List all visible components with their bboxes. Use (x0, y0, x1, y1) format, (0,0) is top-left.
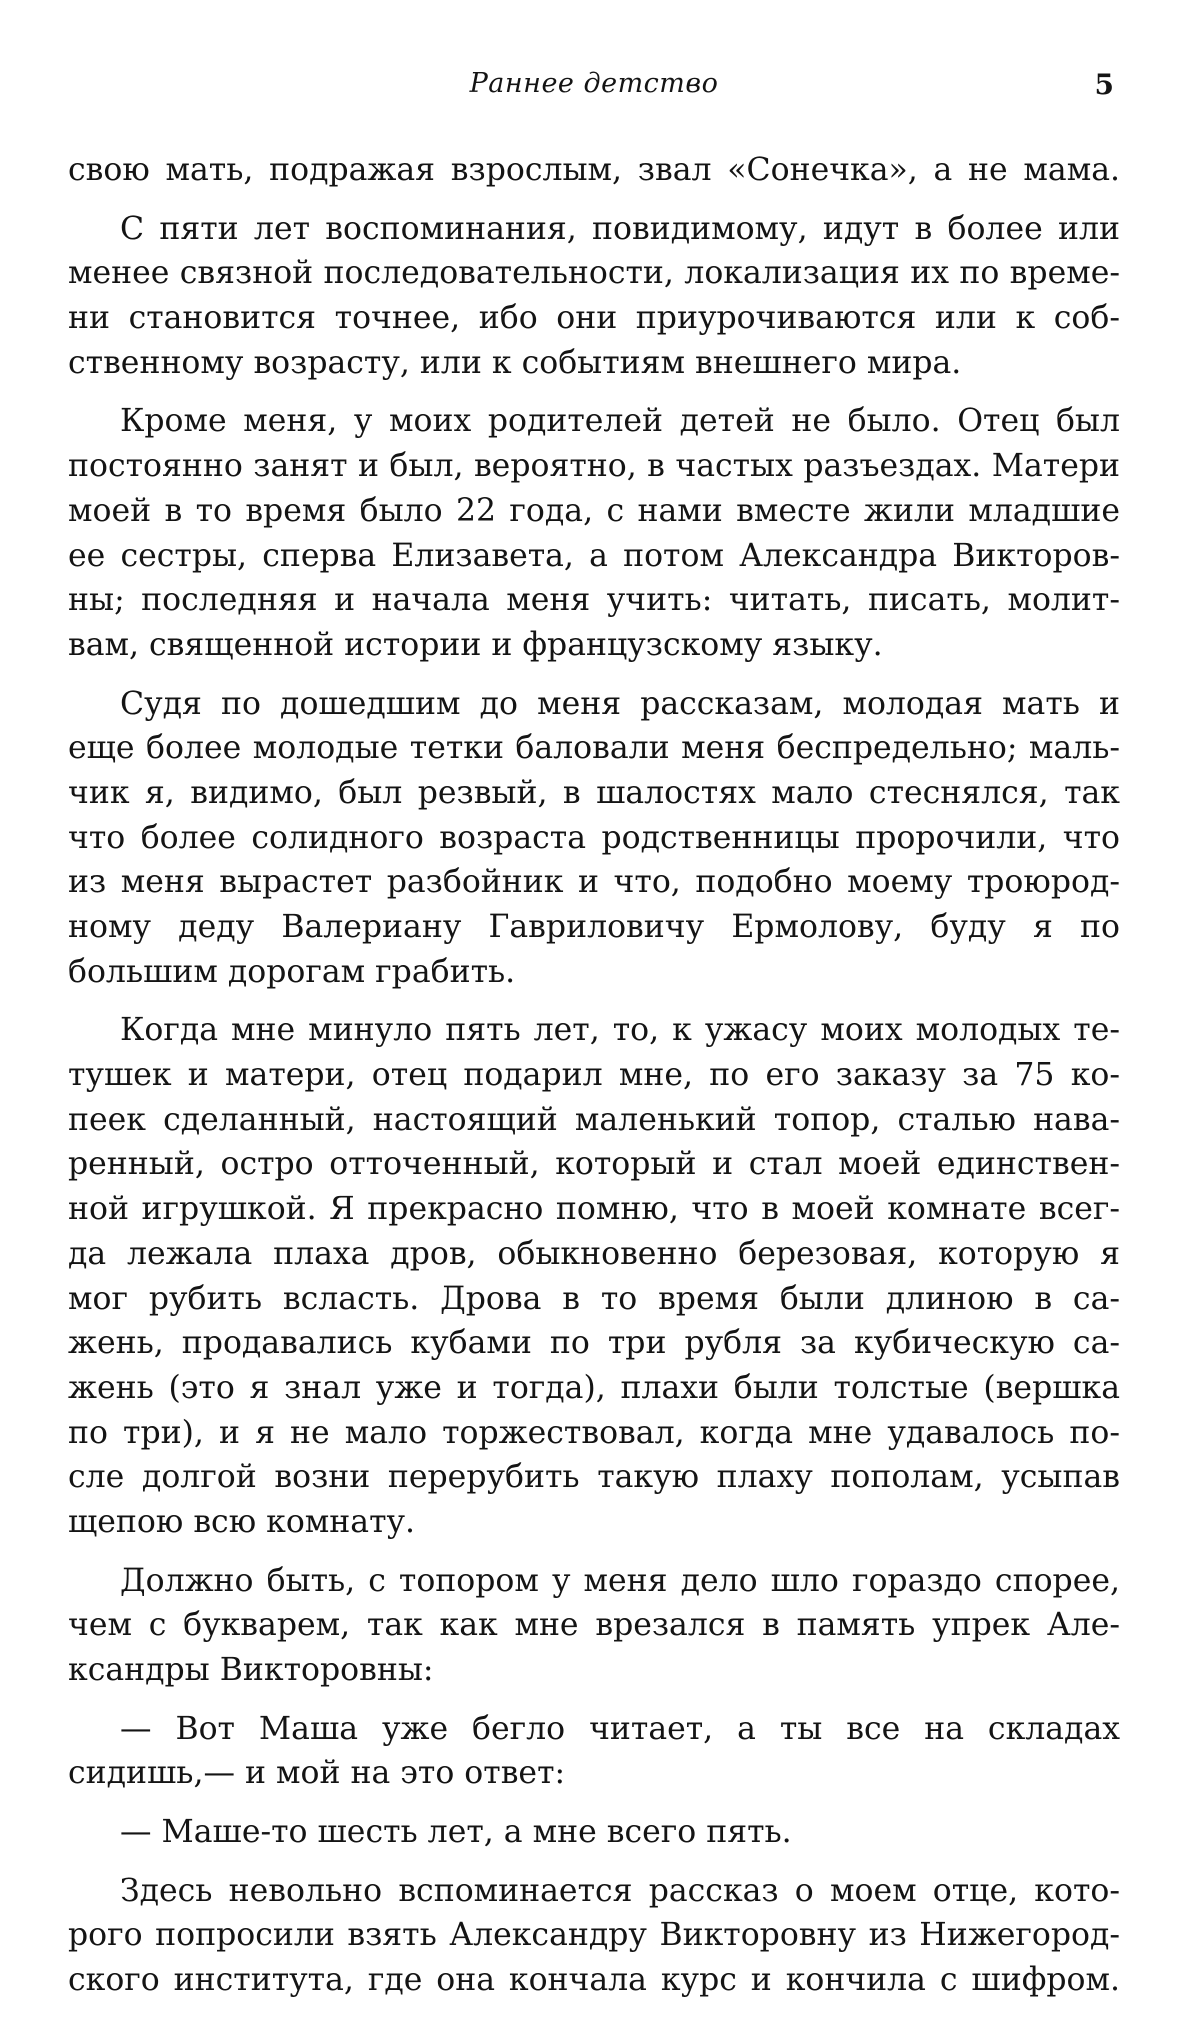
text-line: жень, продавались кубами по три рубля за кубическую са- (68, 1325, 1120, 1362)
text-line: Здесь невольно вспоминается рассказ о моем отце, кото- (120, 1872, 1120, 1909)
body-text (68, 148, 1120, 2017)
running-title: Раннее детство (469, 68, 719, 99)
text-line: Кроме меня, у моих родителей детей не было. Отец был (120, 403, 1120, 440)
text-line: свою мать, подражая взрослым, звал «Сонечка», а не мама. (68, 152, 1120, 188)
text-line: чик я, видимо, был резвый, в шалостях мало стеснялся, так (68, 774, 1120, 811)
text-line: ксандры Викторовны: (68, 1652, 434, 1688)
text-line: постоянно занят и был, вероятно, в частых разъездах. Матери (68, 448, 1120, 485)
text-line: рого попросили взять Александру Викторовну из Нижегород- (68, 1917, 1120, 1954)
text-line: по три), и я не мало торжествовал, когда мне удавалось по- (68, 1414, 1120, 1451)
text-line: сидишь,— и мой на это ответ: (68, 1755, 566, 1792)
page-number: 5 (1094, 68, 1114, 101)
text-line: большим дорогам грабить. (68, 953, 516, 990)
text-line: Должно быть, с топором у меня дело шло гораздо спорее, (120, 1562, 1120, 1599)
text-line: ной игрушкой. Я прекрасно помню, что в моей комнате всег- (68, 1191, 1120, 1228)
page-header (68, 68, 1120, 112)
text-line: что более солидного возраста родственницы пророчили, что (68, 819, 1120, 856)
text-line: ее сестры, сперва Елизавета, а потом Александра Викторов- (68, 537, 1120, 574)
text-line: мог рубить всласть. Дрова в то время были длиною в са- (68, 1280, 1120, 1317)
text-line: моей в то время было 22 года, с нами вместе жили младшие (68, 492, 1120, 529)
text-line: щепою всю комнату. (68, 1503, 416, 1540)
text-line: ренный, остро отточенный, который и стал моей единствен- (68, 1146, 1120, 1183)
text-line: тушек и матери, отец подарил мне, по его заказу за 75 ко- (68, 1057, 1120, 1094)
text-line: еще более молодые тетки баловали меня беспредельно; маль- (68, 730, 1120, 767)
text-line: — Маше-то шесть лет, а мне всего пять. (120, 1814, 792, 1851)
paragraph (68, 682, 1120, 995)
text-line: из меня вырастет разбойник и что, подобно моему троюрод- (68, 864, 1120, 901)
text-line: сле долгой возни перерубить такую плаху пополам, усыпав (68, 1459, 1120, 1496)
text-line: да лежала плаха дров, обыкновенно березовая, которую я (68, 1235, 1120, 1272)
text-line: Судя по дошедшим до меня рассказам, молодая мать и (120, 685, 1120, 722)
paragraph (68, 148, 1120, 193)
paragraph (68, 1559, 1120, 1693)
paragraph (68, 207, 1120, 386)
text-line: ны; последняя и начала меня учить: читать, писать, молит- (68, 582, 1120, 619)
text-line: С пяти лет воспоминания, повидимому, идут в более или (120, 210, 1120, 247)
text-line: — Вот Маша уже бегло читает, а ты все на складах (120, 1710, 1120, 1747)
paragraph (68, 1869, 1120, 2003)
text-line: Когда мне минуло пять лет, то, к ужасу моих молодых те- (120, 1012, 1120, 1049)
text-line: ского института, где она кончала курс и кончила с шифром. (68, 1962, 1120, 1999)
text-line: менее связной последовательности, локализация их по време- (68, 255, 1120, 292)
text-line: ному деду Валериану Гавриловичу Ермолову, буду я по (68, 909, 1120, 945)
paragraph (68, 1707, 1120, 1796)
text-line: чем с букварем, так как мне врезался в память упрек Але- (68, 1607, 1120, 1644)
paragraph (68, 1810, 1120, 1855)
paragraph (68, 1008, 1120, 1544)
text-line: вам, священной истории и французскому языку. (68, 626, 883, 663)
text-line: пеек сделанный, настоящий маленький топор, сталью нава- (68, 1101, 1120, 1138)
text-line: ни становится точнее, ибо они приурочиваются или к соб- (68, 300, 1120, 337)
paragraph (68, 399, 1120, 667)
text-line: жень (это я знал уже и тогда), плахи были толстые (вершка (68, 1369, 1120, 1406)
text-line: ственному возрасту, или к событиям внешнего мира. (68, 344, 962, 381)
